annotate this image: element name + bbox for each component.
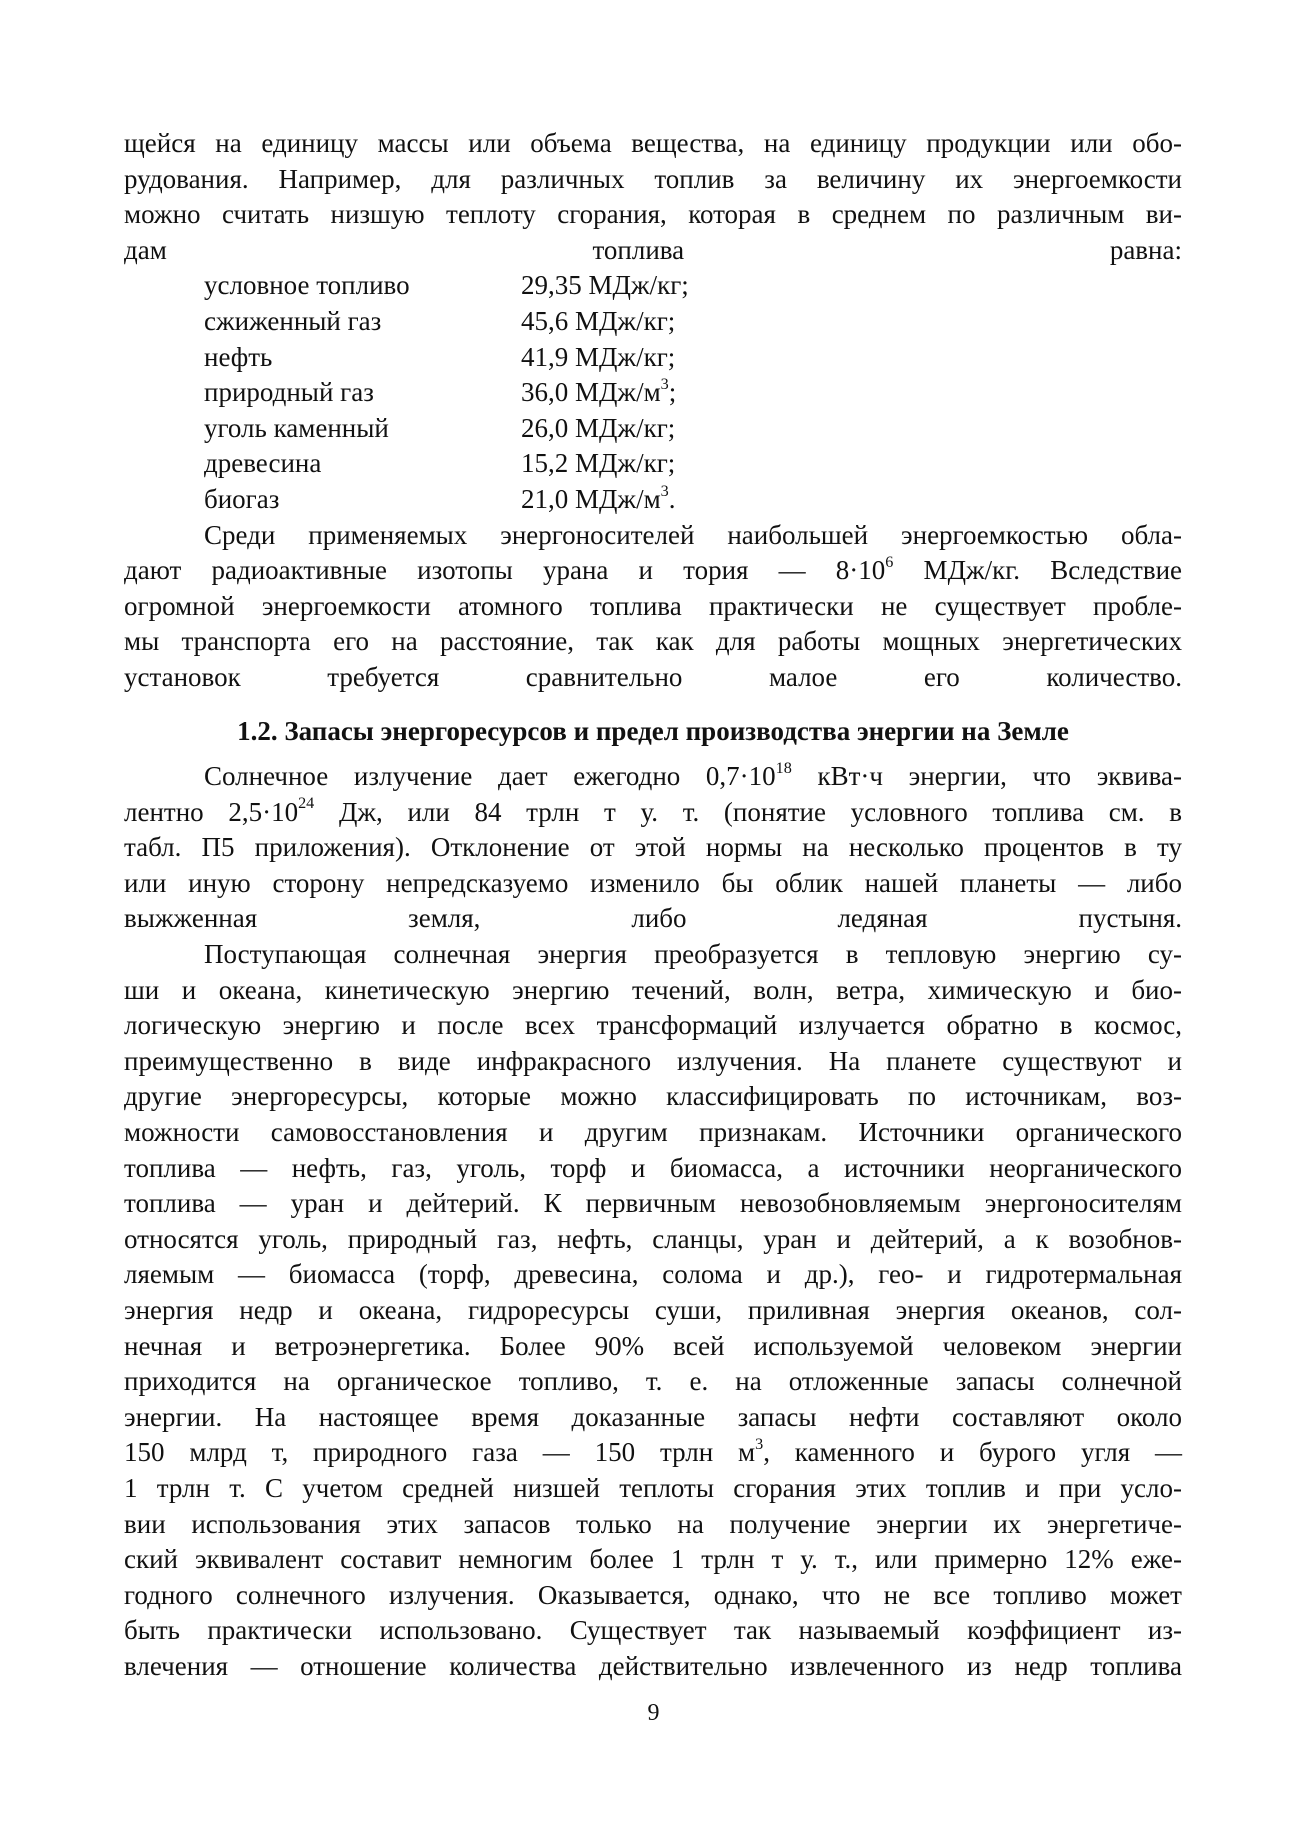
fuel-value: 15,2 МДж/кг; bbox=[521, 448, 676, 479]
text-line: Солнечное излучение дает ежегодно $0,7\cdot 10^{18}$ кВт·ч энергии, что эквива- bbox=[204, 758, 1182, 792]
text-line: нечная и ветроэнергетика. Более 90% всей используемой человеком энергии bbox=[124, 1330, 1182, 1361]
text-line: лентно $2,5\cdot 10^{24}$ Дж, или 84 трлн т у. т. (понятие условного топлива см. в bbox=[124, 794, 1182, 827]
section-heading: 1.2. Запасы энергоресурсов и предел производства энергии на Земле bbox=[237, 715, 1069, 746]
text-line: ляемым — биомасса (торф, древесина, солома и др.), гео- и гидротермальная bbox=[124, 1259, 1182, 1290]
text-line: установок требуется сравнительно малое его количество. bbox=[124, 661, 1182, 692]
fuel-row bbox=[204, 411, 689, 447]
fuel-value: 45,6 МДж/кг; bbox=[521, 305, 676, 336]
text-line: логическую энергию и после всех трансформаций излучается обратно в космос, bbox=[124, 1010, 1182, 1041]
text-line: топлива — нефть, газ, уголь, торф и биомасса, а источники неорганического bbox=[124, 1152, 1182, 1183]
page-number: 9 bbox=[647, 1700, 660, 1726]
fuel-name: уголь каменный bbox=[204, 412, 389, 443]
text-line: дам топлива равна: bbox=[124, 234, 1182, 265]
text-line: 1 трлн т. С учетом средней низшей теплоты сгорания этих топлив и при усло- bbox=[124, 1472, 1182, 1503]
fuel-name: древесина bbox=[204, 448, 322, 479]
text-line: дают радиоактивные изотопы урана и тория — $8\cdot 10^6$ МДж/кг. Вследствие bbox=[124, 552, 1182, 586]
text-line: Среди применяемых энергоносителей наибольшей энергоемкостью обла- bbox=[204, 519, 1182, 550]
text-line: рудования. Например, для различных топлив за величину их энергоемкости bbox=[124, 163, 1182, 194]
text-line: энергия недр и океана, гидроресурсы суши, приливная энергия океанов, сол- bbox=[124, 1295, 1182, 1325]
text-line: огромной энергоемкости атомного топлива практически не существует пробле- bbox=[124, 590, 1182, 621]
fuel-name: сжиженный газ bbox=[204, 305, 382, 336]
fuel-name: условное топливо bbox=[204, 270, 410, 301]
text-line: ши и океана, кинетическую энергию течений, волн, ветра, химическую и био- bbox=[124, 974, 1182, 1005]
fuel-name: биогаз bbox=[204, 483, 280, 514]
solar-radiation-paragraph bbox=[124, 759, 1182, 937]
fuel-value: 41,9 МДж/кг; bbox=[521, 341, 676, 372]
text-line: относятся уголь, природный газ, нефть, сланцы, уран и дейтерий, а к возобнов- bbox=[124, 1223, 1182, 1254]
text-line: или иную сторону непредсказуемо изменило бы облик нашей планеты — либо bbox=[124, 867, 1182, 898]
fuel-row bbox=[204, 340, 689, 376]
text-line: быть практически использовано. Существует так называемый коэффициент из- bbox=[124, 1615, 1182, 1646]
fuel-row bbox=[204, 482, 689, 518]
text-line: щейся на единицу массы или объема вещества, на единицу продукции или обо- bbox=[124, 128, 1182, 158]
fuel-heat-list bbox=[204, 268, 689, 517]
text-line: годного солнечного излучения. Оказывается, однако, что не все топливо может bbox=[124, 1579, 1182, 1610]
page-body bbox=[124, 126, 1182, 1685]
fuel-row bbox=[204, 375, 689, 411]
fuel-value: 36,0 МДж/$м^3$; bbox=[521, 374, 677, 408]
text-line: вии использования этих запасов только на получение энергии их энергетиче- bbox=[124, 1508, 1182, 1539]
fuel-row bbox=[204, 304, 689, 340]
fuel-name: природный газ bbox=[204, 377, 374, 408]
text-line: выжженная земля, либо ледяная пустыня. bbox=[124, 903, 1182, 934]
text-line: можно считать низшую теплоту сгорания, которая в среднем по различным ви- bbox=[124, 199, 1182, 230]
text-line: энергии. На настоящее время доказанные запасы нефти составляют около bbox=[124, 1401, 1182, 1432]
text-line: преимущественно в виде инфракрасного излучения. На планете существуют и bbox=[124, 1045, 1182, 1076]
text-line: топлива — уран и дейтерий. К первичным невозобновляемым энергоносителям bbox=[124, 1188, 1182, 1219]
text-line: табл. П5 приложения). Отклонение от этой нормы на несколько процентов в ту bbox=[124, 832, 1182, 863]
text-line: Поступающая солнечная энергия преобразуется в тепловую энергию су- bbox=[204, 939, 1182, 970]
intro-paragraph bbox=[124, 126, 1182, 268]
text-line: приходится на органическое топливо, т. е. на отложенные запасы солнечной bbox=[124, 1366, 1182, 1397]
text-line: можности самовосстановления и другим признакам. Источники органического bbox=[124, 1117, 1182, 1148]
fuel-name: нефть bbox=[204, 341, 273, 372]
text-line: ский эквивалент составит немногим более 1 трлн т у. т., или примерно 12% еже- bbox=[124, 1544, 1182, 1575]
fuel-row bbox=[204, 268, 689, 304]
fuel-value: 21,0 МДж/$м^3$. bbox=[521, 481, 676, 514]
fuel-row bbox=[204, 446, 689, 482]
text-line: 150 млрд т, природного газа — 150 трлн $м^3$, каменного и бурого угля — bbox=[124, 1434, 1182, 1468]
energy-reserves-paragraph bbox=[124, 937, 1182, 1684]
energy-density-paragraph bbox=[124, 518, 1182, 696]
text-line: другие энергоресурсы, которые можно классифицировать по источникам, воз- bbox=[124, 1081, 1182, 1112]
fuel-value: 26,0 МДж/кг; bbox=[521, 412, 676, 443]
text-line: мы транспорта его на расстояние, так как для работы мощных энергетических bbox=[124, 626, 1182, 657]
fuel-value: 29,35 МДж/кг; bbox=[521, 270, 689, 301]
text-line: влечения — отношение количества действительно извлеченного из недр топлива bbox=[124, 1650, 1182, 1681]
